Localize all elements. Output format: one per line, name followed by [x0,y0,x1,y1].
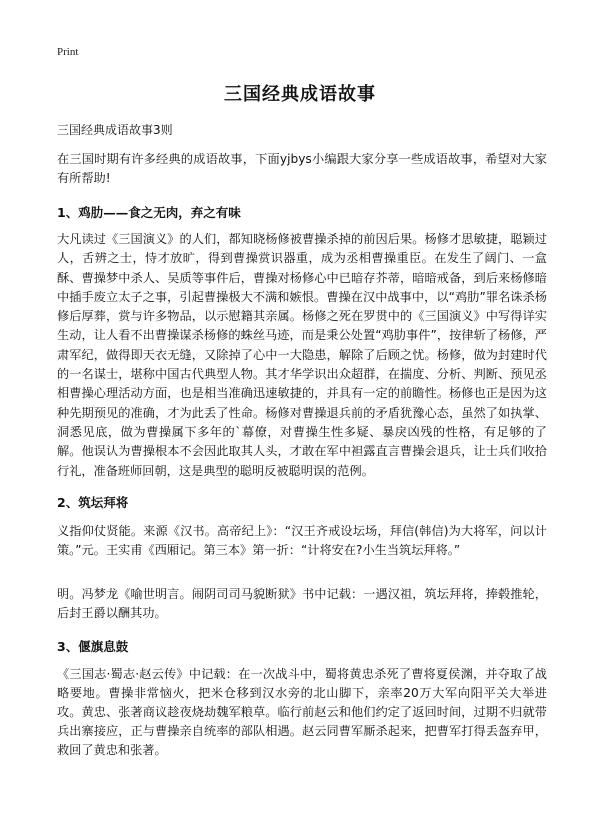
section-heading-jilei: 1、鸡肋——食之无肉，弃之有味 [57,205,241,220]
subtitle: 三国经典成语故事3则 [57,123,173,137]
section-heading-zhutanbaijiang: 2、筑坛拜将 [57,495,129,510]
page-title: 三国经典成语故事 [224,84,376,105]
section-yanqixigu-paragraph: 《三国志·蜀志·赵云传》中记载：在一次战斗中，蜀将黄忠杀死了曹将夏侯渊，并夺取了战略要地。曹操非常恼火，把米仓移到汉水旁的北山脚下，亲率20万大军向阳平关大举进攻。黄忠、张著商议趁夜烧劫魏军粮草。临行前赵云和他们约定了返回时间，过期不归就带兵出寨接应，正与曹操亲自统率的部队相遇。赵云同曹军厮杀起来，把曹军打得丢盔弃甲，救回了黄忠和张著。 [57,667,547,757]
intro-paragraph: 在三国时期有许多经典的成语故事，下面yjbys小编跟大家分享一些成语故事，希望对大家有所帮助! [57,152,547,185]
section-heading-yanqixigu: 3、偃旗息鼓 [57,639,129,654]
print-link[interactable]: Print [57,46,79,58]
section-zhutanbaijiang-paragraph-2: 明。冯梦龙《喻世明言。闹阴司司马貌断狱》书中记载：一遇汉祖，筑坛拜将，捧毂推轮，后封王爵以酬其功。 [57,587,547,620]
section-zhutanbaijiang-paragraph-1: 义指仰仗贤能。来源《汉书。高帝纪上》：“汉王齐戒设坛场，拜信(韩信)为大将军，问以计策。”元。王实甫《西厢记。第三本》第一折：“计将安在?小生当筑坛拜将。” [57,524,547,557]
section-jilei-paragraph: 大凡读过《三国演义》的人们，都知晓杨修被曹操杀掉的前因后果。杨修才思敏捷，聪颖过人，舌辨之士，恃才放旷，得到曹操赏识器重，成为丞相曹操重臣。在发生了阔门、一盒酥、曹操梦中杀人、吴质等事件后，曹操对杨修心中已暗存芥蒂，暗暗戒备，到后来杨修暗中插手废立太子之事，引起曹操极大不满和嫉恨。曹操在汉中战事中，以“鸡肋”罪名诛杀杨修后厚葬，赏与许多物品，以示慰籍其亲属。杨修之死在罗贯中的《三国演义》中写得详实生动，让人看不出曹操谋杀杨修的蛛丝马迹，而是秉公处置“鸡肋事件”，按律斩了杨修，严肃军纪，做得即天衣无缝，又除掉了心中一大隐患，解除了后顾之忧。杨修，做为封建时代的一名谋士，堪称中国古代典型人物。其才华学识出众超群，在揣度、分析、判断、预见丞相曹操心理活动方面，也是相当准确迅速敏捷的，并具有一定的前瞻性。杨修也正是因为这种先期预见的准确，才为此丢了性命。杨修对曹操退兵前的矛盾犹豫心态，虽然了如执掌、洞悉见底，做为曹操属下多年的`幕僚，对曹操生性多疑、暴戾凶残的性格，有足够的了解。他误认为曹操根本不会因此取其人头，才敢在军中袒露直言曹操会退兵，让士兵们收拾行礼，准备班师回朝，这是典型的聪明反被聪明误的范例。 [57,232,547,478]
